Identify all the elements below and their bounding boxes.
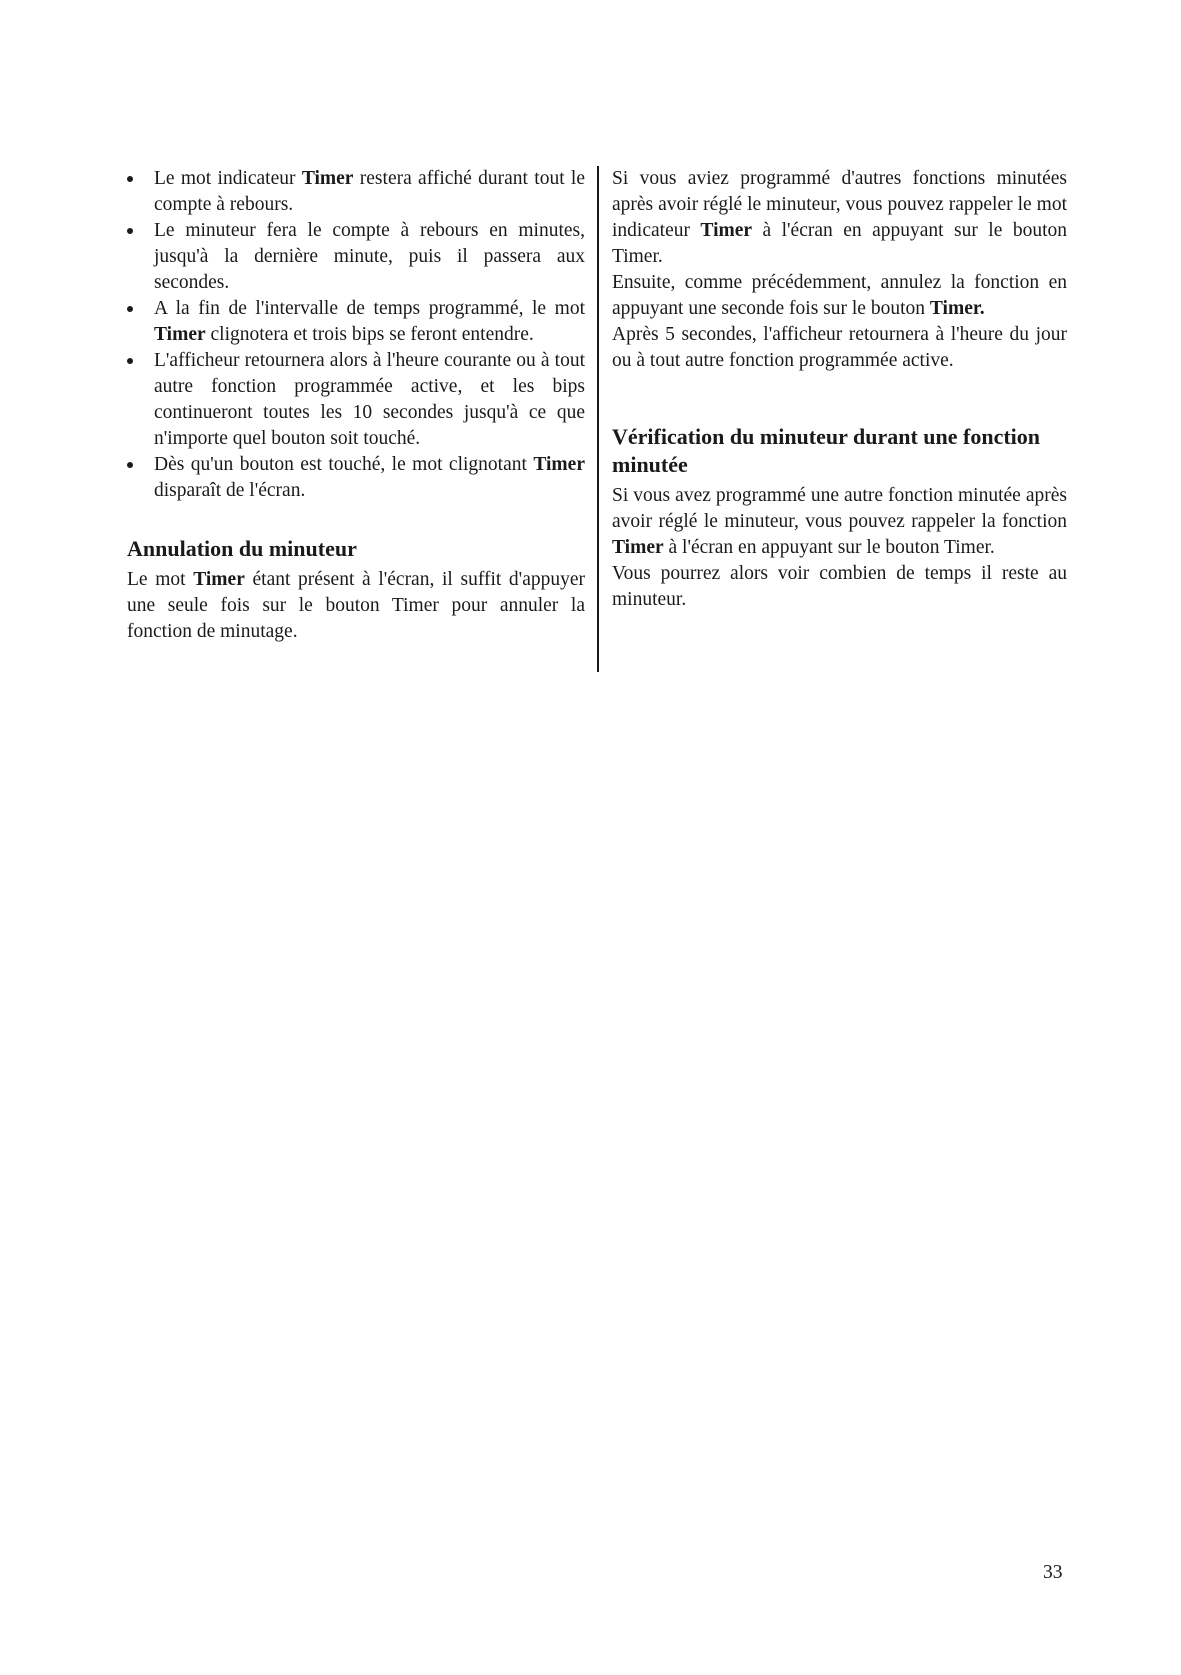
bold-keyword: Timer xyxy=(700,220,753,241)
bullet-icon xyxy=(127,228,133,234)
left-column xyxy=(127,166,585,645)
paragraph-text: Après 5 secondes, l'afficheur retournera à l'heure du jour ou à tout autre fonction programmée active. xyxy=(612,324,1067,371)
bullet-text: Le mot indicateur xyxy=(154,168,302,189)
bold-keyword: Timer xyxy=(193,569,245,590)
bullet-icon xyxy=(127,358,133,364)
paragraph-text: Ensuite, comme précédemment, annulez la fonction en appuyant une seconde fois sur le bouton xyxy=(612,272,1067,319)
paragraph xyxy=(612,166,1067,270)
bullet-icon xyxy=(127,176,133,182)
bullet-icon xyxy=(127,306,133,312)
section-heading-verification: Vérification du minuteur durant une fonction minutée xyxy=(612,424,1041,477)
paragraph xyxy=(612,483,1067,561)
list-item xyxy=(127,296,585,348)
list-item xyxy=(127,166,585,218)
bullet-list xyxy=(127,166,585,504)
bold-keyword: Timer xyxy=(533,454,585,475)
paragraph-text: Le mot xyxy=(127,569,194,590)
paragraph-text: étant présent à l'écran, il suffit d'appuyer une seule fois sur le bouton Timer pour annuler la fonction de minutage. xyxy=(127,569,586,642)
bold-keyword: Timer. xyxy=(929,298,985,319)
list-item xyxy=(127,348,585,452)
paragraph xyxy=(612,561,1067,613)
list-item xyxy=(127,218,585,296)
paragraph-text: Vous pourrez alors voir combien de temps il reste au minuteur. xyxy=(612,563,1067,610)
paragraph xyxy=(612,322,1067,374)
list-item xyxy=(127,452,585,504)
bullet-text: Le minuteur fera le compte à rebours en minutes, jusqu'à la dernière minute, puis il passera aux secondes. xyxy=(154,220,585,293)
bullet-text: Dès qu'un bouton est touché, le mot clignotant xyxy=(154,454,534,475)
bullet-icon xyxy=(127,462,133,468)
bold-keyword: Timer xyxy=(154,324,206,345)
paragraph xyxy=(612,270,1067,322)
section-heading-annulation: Annulation du minuteur xyxy=(127,536,357,561)
bullet-text: disparaît de l'écran. xyxy=(154,480,306,501)
bullet-text: clignotera et trois bips se feront entendre. xyxy=(205,324,534,345)
paragraph-text: Si vous avez programmé une autre fonction minutée après avoir réglé le minuteur, vous pouvez rappeler la fonction xyxy=(612,485,1067,532)
page-number: 33 xyxy=(1043,1562,1063,1583)
bullet-text: A la fin de l'intervalle de temps programmé, le mot xyxy=(154,298,585,319)
column-divider xyxy=(597,166,599,672)
paragraph-text: à l'écran en appuyant sur le bouton Timer. xyxy=(612,220,1067,267)
right-column xyxy=(612,166,1067,613)
bold-keyword: Timer xyxy=(612,537,664,558)
paragraph-text: Si vous aviez programmé d'autres fonctions minutées après avoir réglé le minuteur, vous pouvez rappeler le mot indicateur xyxy=(612,168,1067,241)
paragraph xyxy=(127,567,585,645)
bullet-text: L'afficheur retournera alors à l'heure courante ou à tout autre fonction programmée active, et les bips continueront toutes les 10 secondes jusqu'à ce que n'importe quel bouton soit touché. xyxy=(154,350,585,449)
paragraph-text: à l'écran en appuyant sur le bouton Timer. xyxy=(663,537,995,558)
bullet-text: restera affiché durant tout le compte à rebours. xyxy=(154,168,586,215)
bold-keyword: Timer xyxy=(301,168,354,189)
